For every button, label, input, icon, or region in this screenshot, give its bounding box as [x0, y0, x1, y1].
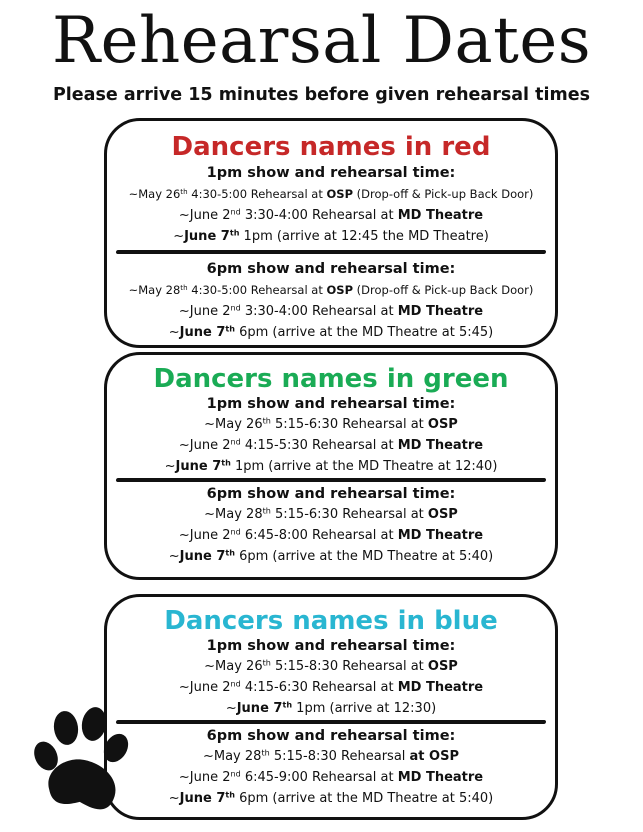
card-title-green: Dancers names in green — [153, 364, 509, 394]
card-red — [104, 118, 558, 348]
card-title-blue: Dancers names in blue — [164, 606, 498, 636]
schedule-line: ~May 28th 5:15-8:30 Rehearsal at OSP — [202, 748, 459, 764]
schedule-line: ~June 2nd 3:30-4:00 Rehearsal at MD Theatre — [178, 207, 484, 223]
schedule-line: ~June 7th 1pm (arrive at 12:30) — [225, 700, 437, 716]
section-divider — [116, 720, 547, 724]
section-heading-1pm: 1pm show and rehearsal time: — [206, 638, 456, 654]
section-divider — [116, 478, 547, 482]
schedule-line: ~May 26th 5:15-6:30 Rehearsal at OSP — [204, 416, 458, 432]
schedule-line: ~May 26th 4:30-5:00 Rehearsal at OSP (Drop-off & Pick-up Back Door) — [128, 187, 534, 201]
schedule-line: ~June 7th 6pm (arrive at the MD Theatre at 5:40) — [168, 790, 494, 806]
schedule-line: ~June 2nd 6:45-8:00 Rehearsal at MD Theatre — [178, 527, 484, 543]
schedule-line: ~June 2nd 4:15-6:30 Rehearsal at MD Theatre — [178, 679, 484, 695]
schedule-line: ~May 26th 5:15-8:30 Rehearsal at OSP — [204, 658, 458, 674]
section-heading-6pm: 6pm show and rehearsal time: — [206, 261, 456, 277]
card-blue — [104, 594, 558, 820]
schedule-line: ~June 2nd 4:15-5:30 Rehearsal at MD Theatre — [178, 437, 484, 453]
schedule-line: ~June 7th 6pm (arrive at the MD Theatre at 5:40) — [168, 548, 494, 564]
schedule-line: ~June 7th 1pm (arrive at the MD Theatre at 12:40) — [164, 458, 498, 474]
section-heading-6pm: 6pm show and rehearsal time: — [206, 486, 456, 502]
schedule-line: ~June 7th 6pm (arrive at the MD Theatre at 5:45) — [168, 324, 494, 340]
section-heading-6pm: 6pm show and rehearsal time: — [206, 728, 456, 744]
schedule-line: ~June 2nd 3:30-4:00 Rehearsal at MD Theatre — [178, 303, 484, 319]
card-title-red: Dancers names in red — [171, 132, 491, 162]
section-heading-1pm: 1pm show and rehearsal time: — [206, 165, 456, 181]
schedule-line: ~May 28th 5:15-6:30 Rehearsal at OSP — [204, 506, 458, 522]
schedule-line: ~June 2nd 6:45-9:00 Rehearsal at MD Theatre — [178, 769, 484, 785]
card-green — [104, 352, 558, 580]
schedule-line: ~June 7th 1pm (arrive at 12:45 the MD Theatre) — [173, 228, 489, 244]
section-heading-1pm: 1pm show and rehearsal time: — [206, 396, 456, 412]
schedule-line: ~May 28th 4:30-5:00 Rehearsal at OSP (Drop-off & Pick-up Back Door) — [128, 283, 534, 297]
paw-print-icon — [28, 702, 132, 818]
section-divider — [116, 250, 547, 254]
page-title: Rehearsal Dates — [51, 4, 592, 78]
page-subtitle: Please arrive 15 minutes before given rehearsal times — [52, 85, 591, 105]
